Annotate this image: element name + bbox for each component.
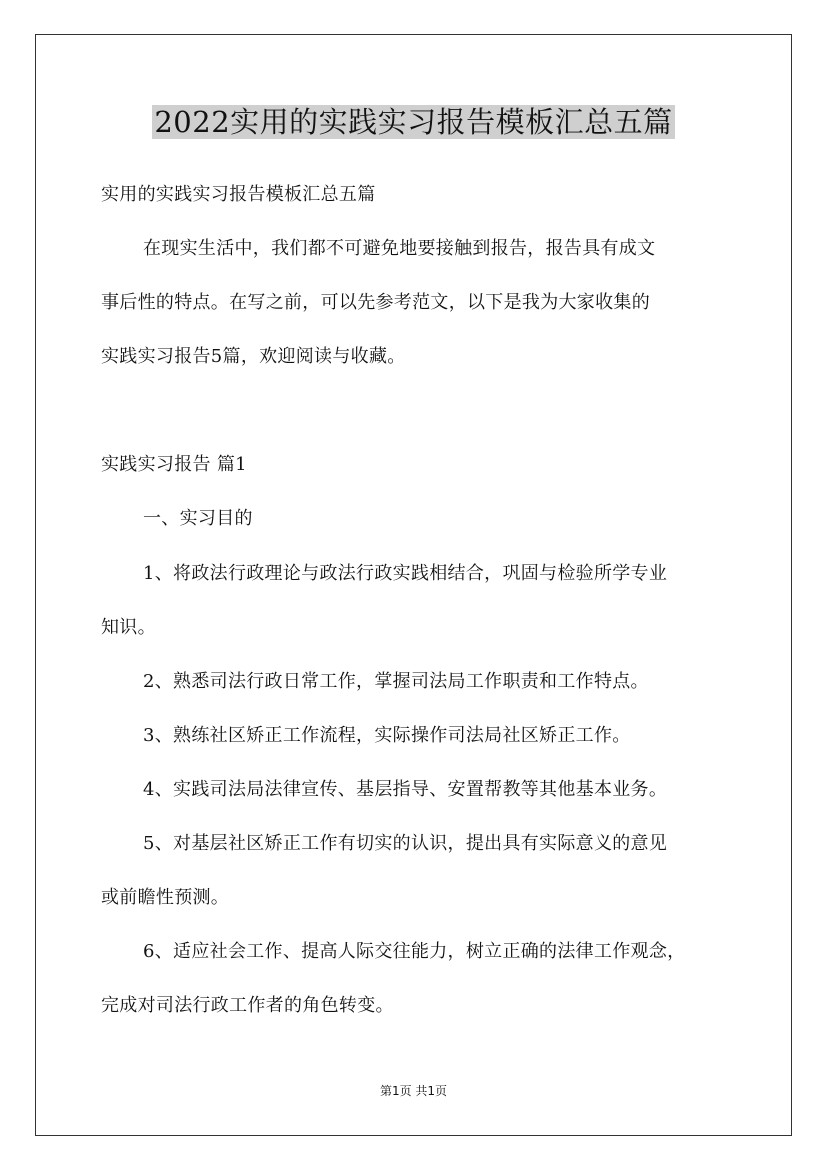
list-item-5-continued: 或前瞻性预测。 xyxy=(101,887,230,908)
document-subtitle: 实用的实践实习报告模板汇总五篇 xyxy=(101,184,376,205)
document-title-text: 2022实用的实践实习报告模板汇总五篇 xyxy=(154,105,673,139)
list-item-4: 4、实践司法局法律宣传、基层指导、安置帮教等其他基本业务。 xyxy=(143,779,668,800)
intro-line-2: 事后性的特点。在写之前，可以先参考范文，以下是我为大家收集的 xyxy=(101,292,650,313)
list-item-5: 5、对基层社区矫正工作有切实的认识，提出具有实际意义的意见 xyxy=(143,833,668,854)
intro-line-3: 实践实习报告5篇，欢迎阅读与收藏。 xyxy=(101,346,406,367)
section-heading: 实践实习报告 篇1 xyxy=(101,454,247,475)
list-item-6: 6、适应社会工作、提高人际交往能力，树立正确的法律工作观念， xyxy=(143,941,686,962)
list-item-1: 1、将政法行政理论与政法行政实践相结合，巩固与检验所学专业 xyxy=(143,563,668,584)
page-footer: 第1页 共1页 xyxy=(379,1084,448,1098)
list-item-6-continued: 完成对司法行政工作者的角色转变。 xyxy=(101,995,394,1016)
document-title xyxy=(0,100,827,144)
list-item-3: 3、熟练社区矫正工作流程，实际操作司法局社区矫正工作。 xyxy=(143,725,631,746)
section-subheading: 一、实习目的 xyxy=(143,508,253,529)
list-item-2: 2、熟悉司法行政日常工作，掌握司法局工作职责和工作特点。 xyxy=(143,671,649,692)
intro-line-1: 在现实生活中，我们都不可避免地要接触到报告，报告具有成文 xyxy=(143,238,656,259)
list-item-1-continued: 知识。 xyxy=(101,617,156,638)
